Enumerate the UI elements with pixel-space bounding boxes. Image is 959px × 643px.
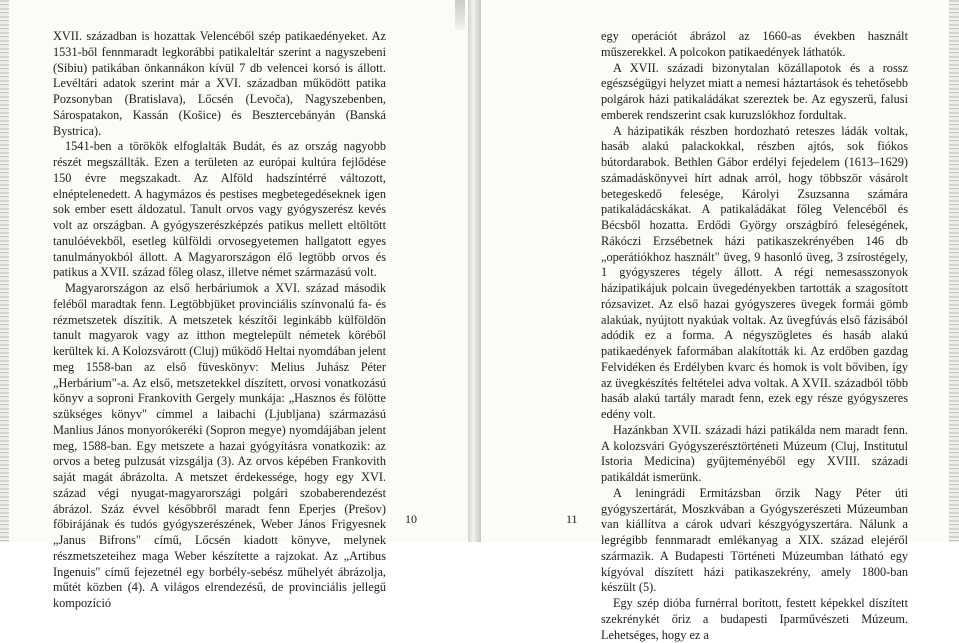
page-number: 10 (405, 512, 417, 526)
paragraph: XVII. században is hozattak Velencéből szép patikaedényeket. Az 1531-ből fennmaradt legkorábbi patikaleltár szerint a nagyszebeni (Sibiu) patikában önkannákon kívül 7 db velencei korsó is állott. Levéltári adatok szerint már a XVI. században működött patika Pozsonyban (Bratislava), Lőcsén (Levoča), Nagyszebenben, Sárospatakon, Kassán (Košice) és Besztercebányán (Banská Bystrica). (53, 29, 386, 138)
scan-mark (455, 0, 465, 30)
paragraph: Magyarországon az első herbáriumok a XVI. század második feléből maradtak fenn. Legtöbbjüket provinciális színvonalú fa- és rézmetszetek díszítik. A metszetek készítői leginkább külföldön tanult magyarok vagy az itthon megtelepült németek köréből kerültek ki. A Kolozsvárott (Cluj) működő Heltai nyomdában jelent meg 1558-ban az első füveskönyv: Melius Juhász Péter „Herbárium"-a. Az első, metszetekkel díszített, orvosi vonatkozású könyv a soproni Frankovith Gergely munkája: „Hasznos és fölötte szükséges könyv" címmel a laibachi (Ljubljana) származású Manlius János monyorókeréki (Sopron megye) nyomdájában jelent meg, 1588-ban. Egy metszete a hazai gyógyításra vonatkozik: az orvos a beteg pulzusát vizsgálja (3). Az orvos képében Frankovith saját magát ábrázolta. A metszet érdekessége, hogy egy XVI. század végi nyugat-magyarországi polgári szobaberendezést ábrázol. Száz évvel későbbről maradt fenn Eperjes (Prešov) főbirájának és tudós gyógyszerészének, Weber János Frigyesnek „Janus Bifrons" című, Lőcsén kiadott könyve, melynek részmetszeteihez maga Weber készítette a rajzokat. Az „Artibus Ingenuis" című fejezetnél egy borbély-sebész műhelyét ábrázolja, műtét közben (4). A világos elrendezésű, de provinciális jellegű kompozíció (53, 281, 386, 610)
paragraph: A leningrádi Ermitázsban őrzik Nagy Péter úti gyógyszertárát, Moszkvában a Gyógyszerészeti Múzeumban van kiállítva a cárok udvari készgyógyszertára. Nálunk a legrégibb fennmaradt emlékanyag a XIX. század elejéről származik. A Budapesti Történeti Múzeumban látható egy kígyóval díszített házi patikaszekrény, amely 1800-ban készült (5). (601, 485, 908, 595)
paragraph: A házipatikák részben hordozható reteszes ládák voltak, hasáb alakú palackokkal, részben ajtós, sok fiókos bútordarabok. Bethlen Gábor erdélyi fejedelem (1613–1629) számadáskönyvei hírt adnak arról, hogy többször vásárolt betegeskedő felesége, Károlyi Zsuzsanna számára patikaládácskákat. A patikaládákat főleg Velencéből és Bécsből hozatta. Erdődi György országbíró feleségének, Rákóczi Erzsébetnek házi patikaszekrényében 146 db „operátiókhoz használt" üveg, 9 hasonló üveg, 3 zsírostégely, 1 gyógyszeres tégely állott. A régi nemesasszonyok házipatikájuk polcain üvegedényekben tartották a szagosított rózsavizet. Az első hazai gyógyszeres üvegek formái gömb alakúak, nyújtott nyakúak voltak. Az üvegfúvás első fázisából adódik ez a forma. A négyszögletes és hasáb alakú patikaedények faformában alakították ki. Az erdőben gazdag Felvidéken és Erdélyben kvarc és homok is volt bőviben, így az üvegkészítés feltételei adva voltak. A XVII. századból több hasáb alakú tartály maradt fenn, ezek egy része gyógyszeres edény volt. (601, 123, 908, 421)
left-page (0, 0, 468, 610)
paragraph: egy operációt ábrázol az 1660-as években használt műszerekkel. A polcokon patikaedények láthatók. (601, 29, 908, 59)
book-gutter (468, 0, 481, 542)
page-edge-scan-noise (0, 0, 9, 542)
paragraph: Egy szép dióba furnérral borított, festett képekkel díszített szekrénykét őriz a budapesti Iparművészeti Múzeum. Lehetséges, hogy ez a (601, 596, 908, 642)
left-page-text (53, 29, 386, 612)
right-page-text (601, 29, 908, 643)
paragraph: A XVII. századi bizonytalan közállapotok és a rossz egészségügyi helyzet miatt a nemesi háztartások és tehetősebb polgárok házi patikaládákat szereztek be. Az egyszerű, falusi emberek rendszerint csak kuruzslókhoz fordultak. (601, 60, 908, 122)
page-number: 11 (566, 512, 578, 526)
page-edge-scan-noise (949, 0, 959, 542)
paragraph: Hazánkban XVII. századi házi patikálda nem maradt fenn. A kolozsvári Gyógyszerésztörténeti Múzeum (Cluj, Institutul Istoria Medicina) gyűjteményéből egy XVIII. századi patikáldát ismerünk. (601, 422, 908, 484)
right-page (481, 0, 959, 642)
paragraph: 1541-ben a törökök elfoglalták Budát, és az ország nagyobb részét megszállták. Ezen a területen az európai kultúra fejlődése 150 évre megszakadt. Az Alföld hadszíntérré változott, elnéptelenedett. A hagymázos és pestises megbetegedéseknek igen sok ember esett áldozatul. Tanult orvos vagy gyógyszerész kevés volt az országban. A gyógyszerészképzés patikus mellett eltöltött tanulóévekből, esetleg külföldi orvosegyetemen hallgatott egyes tanulmányokból állott. A Magyarországon élő legtöbb orvos és patikus a XVII. század főleg olasz, illetve német származású volt. (53, 139, 386, 280)
